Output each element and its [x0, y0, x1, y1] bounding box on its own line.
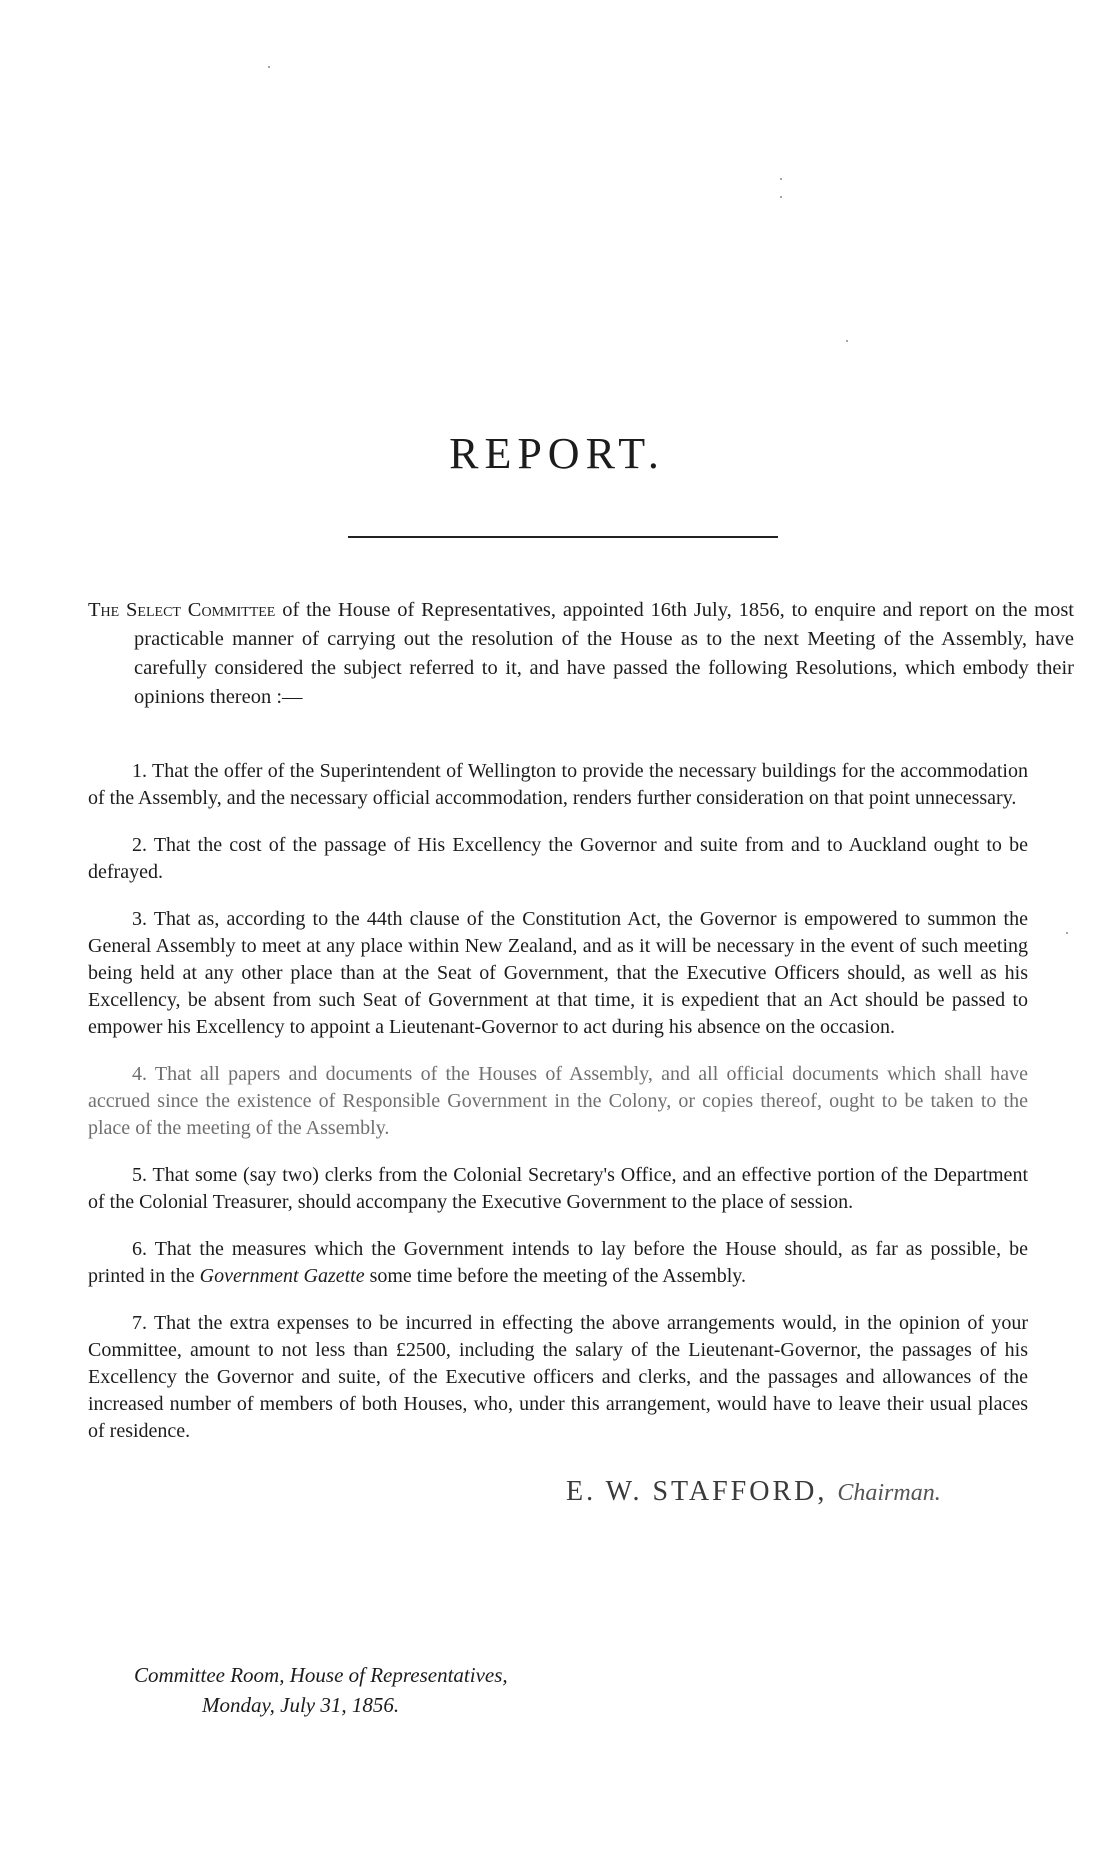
- print-speck: [268, 66, 270, 68]
- intro-paragraph: [88, 596, 1074, 712]
- dateline-place: Committee Room, House of Representatives,: [134, 1663, 508, 1687]
- gazette-title: Government Gazette: [199, 1265, 365, 1287]
- resolution-6-post: some time before the meeting of the Assembly.: [364, 1265, 746, 1287]
- resolution-6-pre: 6. That the measures which the Government intends to lay before the House should, as far as possible, be printed in the: [88, 1238, 1028, 1287]
- signature-block: [566, 1476, 941, 1508]
- signatory-role: Chairman.: [837, 1480, 941, 1506]
- resolution-item: 1. That the offer of the Superintendent of Wellington to provide the necessary buildings for the accommodation of the Assembly, and the necessary official accommodation, renders further consideration on that point unnecessary.: [88, 760, 1028, 809]
- print-speck: [780, 196, 782, 198]
- resolution-item: 4. That all papers and documents of the Houses of Assembly, and all official documents which shall have accrued since the existence of Responsible Government in the Colony, or copies thereof, ought to be taken to the place of the meeting of the Assembly.: [88, 1063, 1028, 1139]
- resolution-item: 5. That some (say two) clerks from the Colonial Secretary's Office, and an effective portion of the Department of the Colonial Treasurer, should accompany the Executive Government to the place of session.: [88, 1164, 1028, 1213]
- resolution-item: 2. That the cost of the passage of His Excellency the Governor and suite from and to Auckland ought to be defrayed.: [88, 834, 1028, 883]
- print-speck: [846, 340, 848, 342]
- resolution-item: 3. That as, according to the 44th clause of the Constitution Act, the Governor is empowered to summon the General Assembly to meet at any place within New Zealand, and as it will be necessary in the event of such meeting being held at any other place than at the Seat of Government, that the Executive Officers should, as well as his Excellency, be absent from such Seat of Government at that time, it is expedient that an Act should be passed to empower his Excellency to appoint a Lieutenant-Governor to act during his absence on the occasion.: [88, 908, 1028, 1038]
- intro-body: of the House of Representatives, appointed 16th July, 1856, to enquire and report on the most practicable manner of carrying out the resolution of the House as to the next Meeting of the Assembly, have carefully considered the subject referred to it, and have passed the following Resolutions, which embody their opinions thereon :—: [134, 599, 1074, 708]
- resolutions-list: [88, 758, 1028, 1465]
- print-speck: [1066, 932, 1068, 934]
- resolution-item: [88, 1236, 1028, 1290]
- report-title: REPORT.: [449, 429, 665, 478]
- print-speck: [780, 178, 782, 180]
- title-rule: [348, 536, 778, 538]
- dateline-date: Monday, July 31, 1856.: [202, 1693, 400, 1717]
- resolution-item: 7. That the extra expenses to be incurred in effecting the above arrangements would, in the opinion of your Committee, amount to not less than £2500, including the salary of the Lieutenant-Governor, the passages of his Excellency the Governor and suite, of the Executive officers and clerks, and the passages and allowances of the increased number of members of both Houses, who, under this arrangement, would have to leave their usual places of residence.: [88, 1312, 1028, 1442]
- dateline: [134, 1660, 508, 1720]
- signatory-name: E. W. STAFFORD,: [566, 1476, 828, 1507]
- intro-lead: The Select Committee: [88, 599, 276, 621]
